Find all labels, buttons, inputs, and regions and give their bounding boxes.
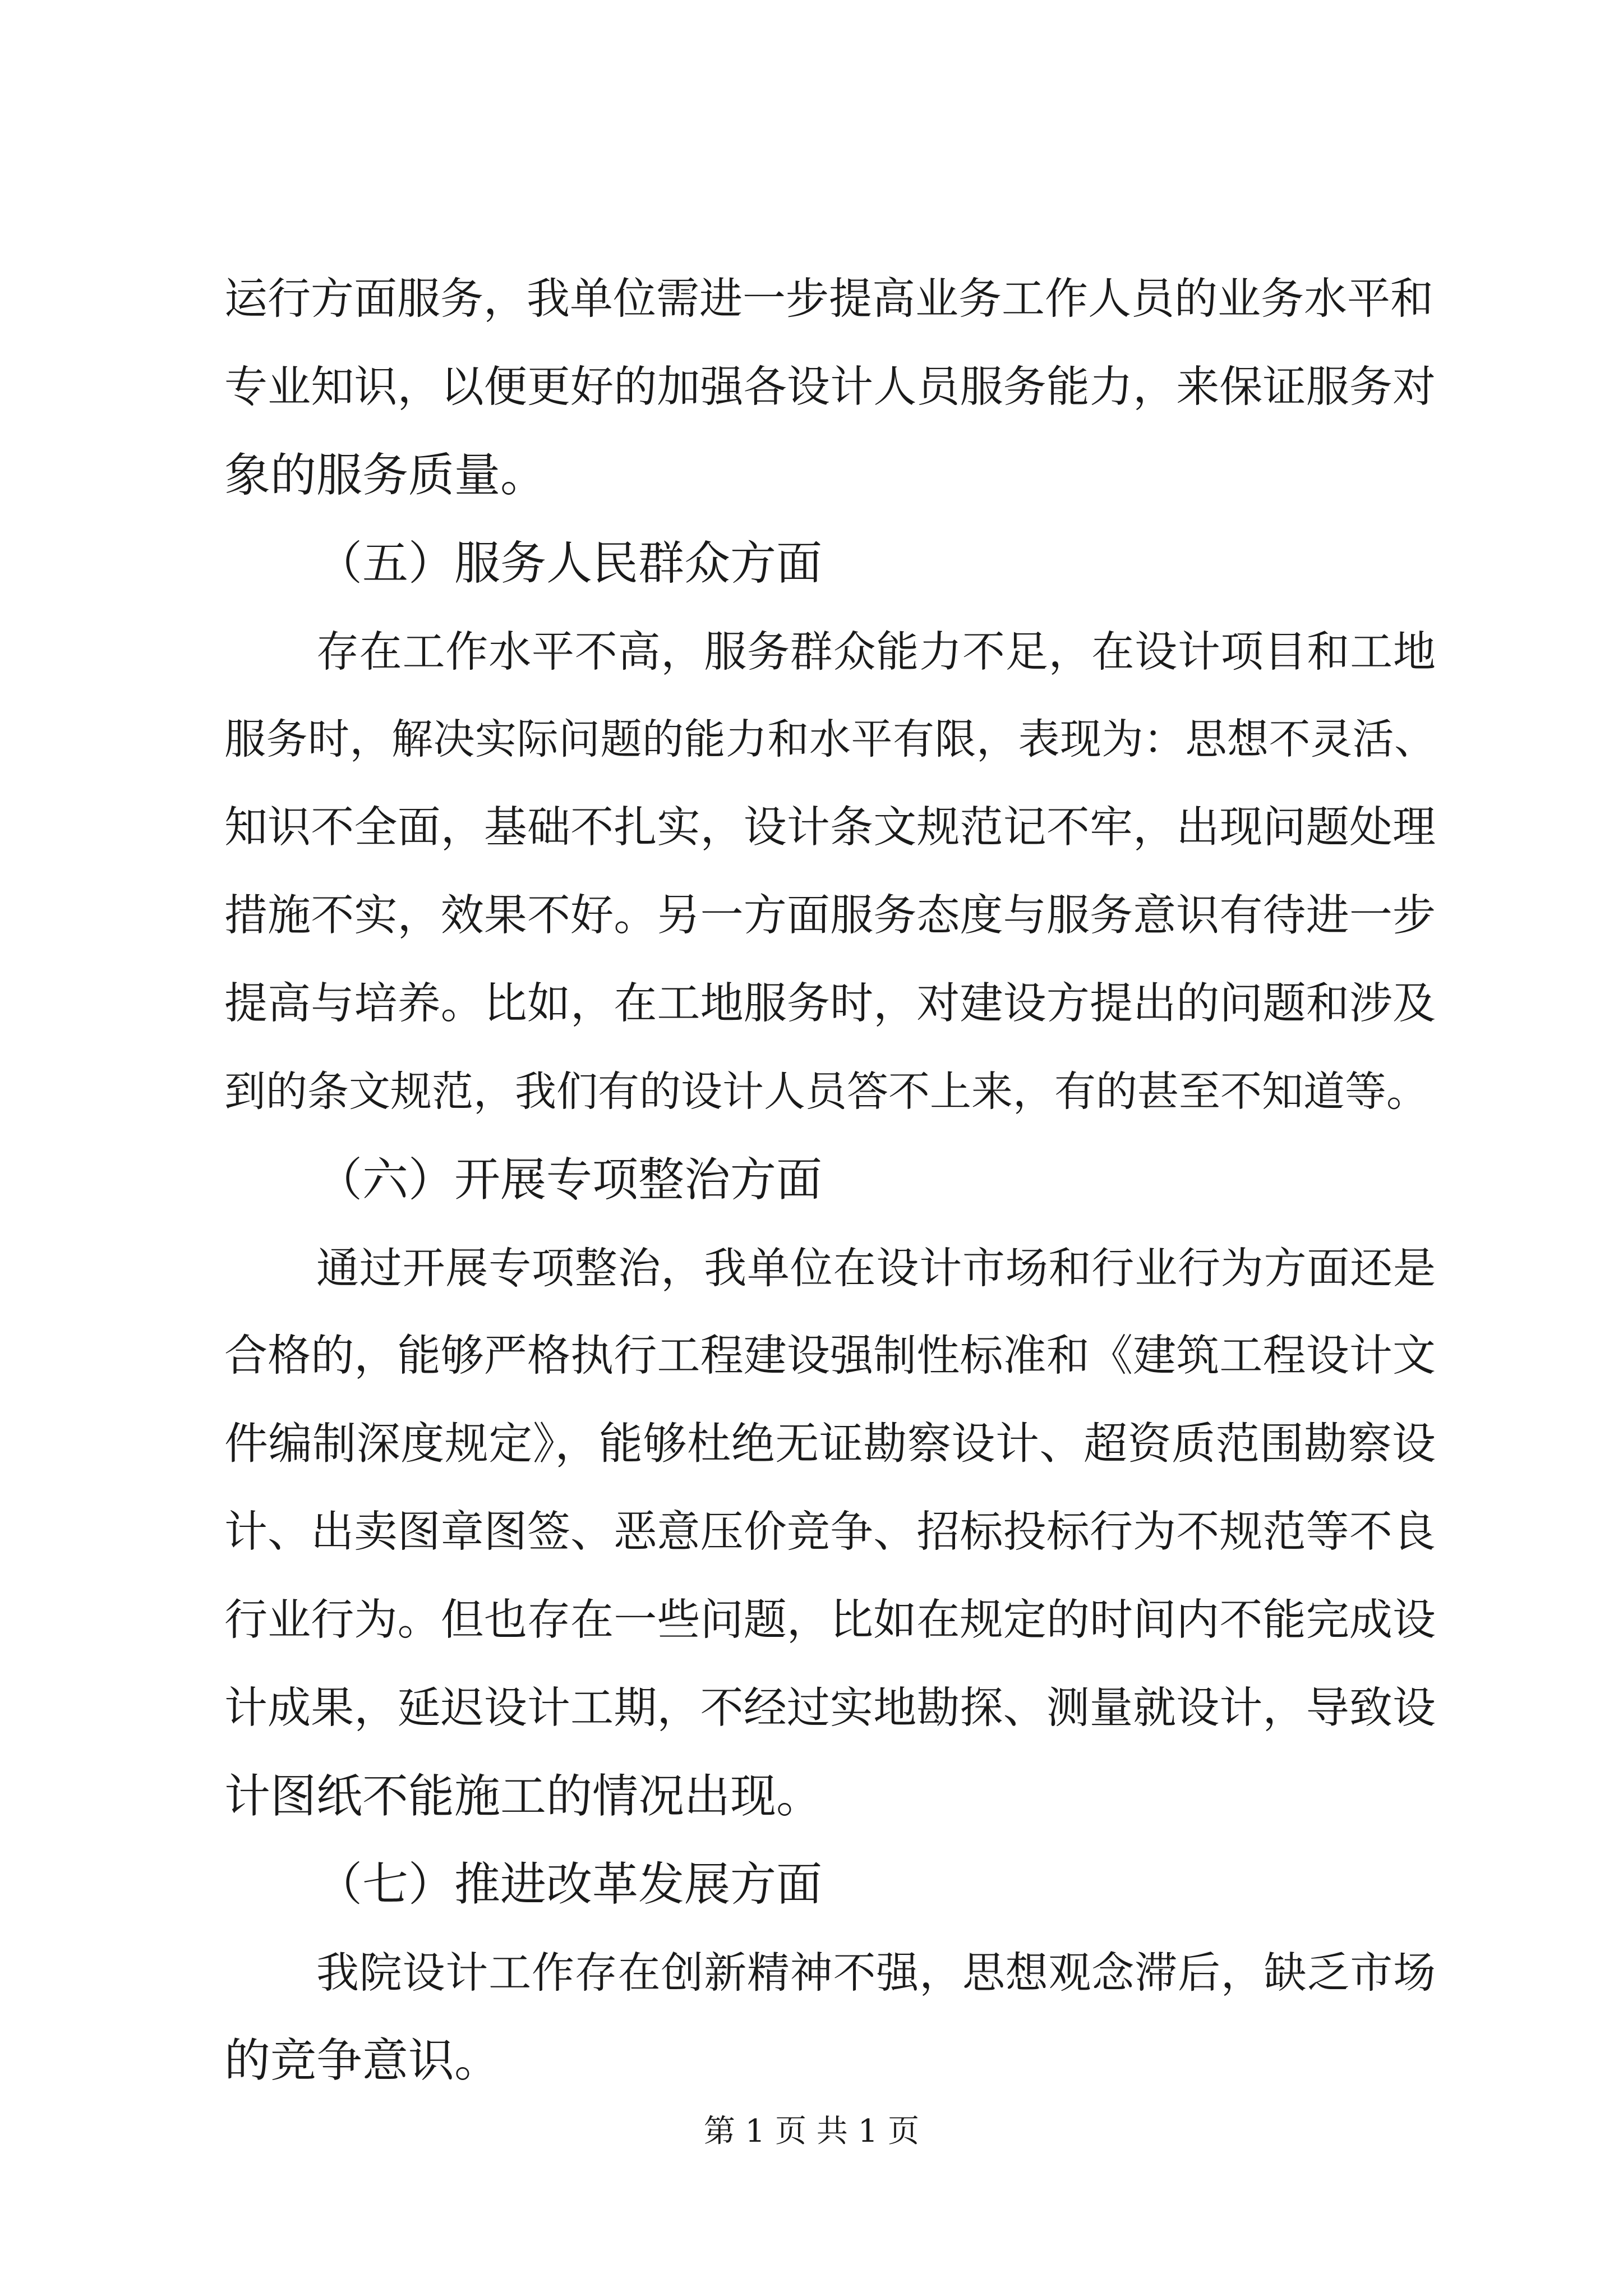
text-line: 的竞争意识。 xyxy=(224,2034,501,2087)
paragraph-first-line: 通过开展专项整治，我单位在设计市场和行业行为方面还是 xyxy=(316,1243,1436,1293)
section-heading: （七）推进改革发展方面 xyxy=(316,1858,823,1911)
text-line: 到的条文规范，我们有的设计人员答不上来，有的甚至不知道等。 xyxy=(224,1068,1428,1116)
text-line: 运行方面服务，我单位需进一步提高业务工作人员的业务水平和 xyxy=(224,274,1433,324)
text-line: 件编制深度规定》，能够杜绝无证勘察设计、超资质范围勘察设 xyxy=(224,1419,1436,1469)
text-line: 计、出卖图章图签、恶意压价竞争、招标投标行为不规范等不良 xyxy=(224,1507,1436,1557)
text-line: 提高与培养。比如，在工地服务时，对建设方提出的问题和涉及 xyxy=(224,979,1436,1029)
section-heading: （六）开展专项整治方面 xyxy=(316,1153,823,1207)
text-line: 计图纸不能施工的情况出现。 xyxy=(224,1770,823,1823)
page-footer: 第 1 页 共 1 页 xyxy=(703,2113,920,2150)
paragraph-first-line: 存在工作水平不高，服务群众能力不足，在设计项目和工地 xyxy=(316,627,1436,677)
section-heading: （五）服务人民群众方面 xyxy=(316,537,823,590)
text-line: 象的服务质量。 xyxy=(224,449,547,502)
document-body xyxy=(224,255,1436,2105)
text-line: 合格的，能够严格执行工程建设强制性标准和《建筑工程设计文 xyxy=(224,1331,1436,1381)
text-line: 知识不全面，基础不扎实，设计条文规范记不牢，出现问题处理 xyxy=(224,803,1436,853)
text-line: 行业行为。但也存在一些问题，比如在规定的时间内不能完成设 xyxy=(224,1595,1436,1645)
text-line: 计成果，延迟设计工期，不经过实地勘探、测量就设计，导致设 xyxy=(224,1683,1436,1733)
paragraph-first-line: 我院设计工作存在创新精神不强，思想观念滞后，缺乏市场 xyxy=(316,1948,1436,1998)
text-line: 服务时，解决实际问题的能力和水平有限，表现为：思想不灵活、 xyxy=(224,715,1436,763)
text-line: 措施不实，效果不好。另一方面服务态度与服务意识有待进一步 xyxy=(224,891,1436,941)
text-line: 专业知识，以便更好的加强各设计人员服务能力，来保证服务对 xyxy=(224,362,1436,412)
